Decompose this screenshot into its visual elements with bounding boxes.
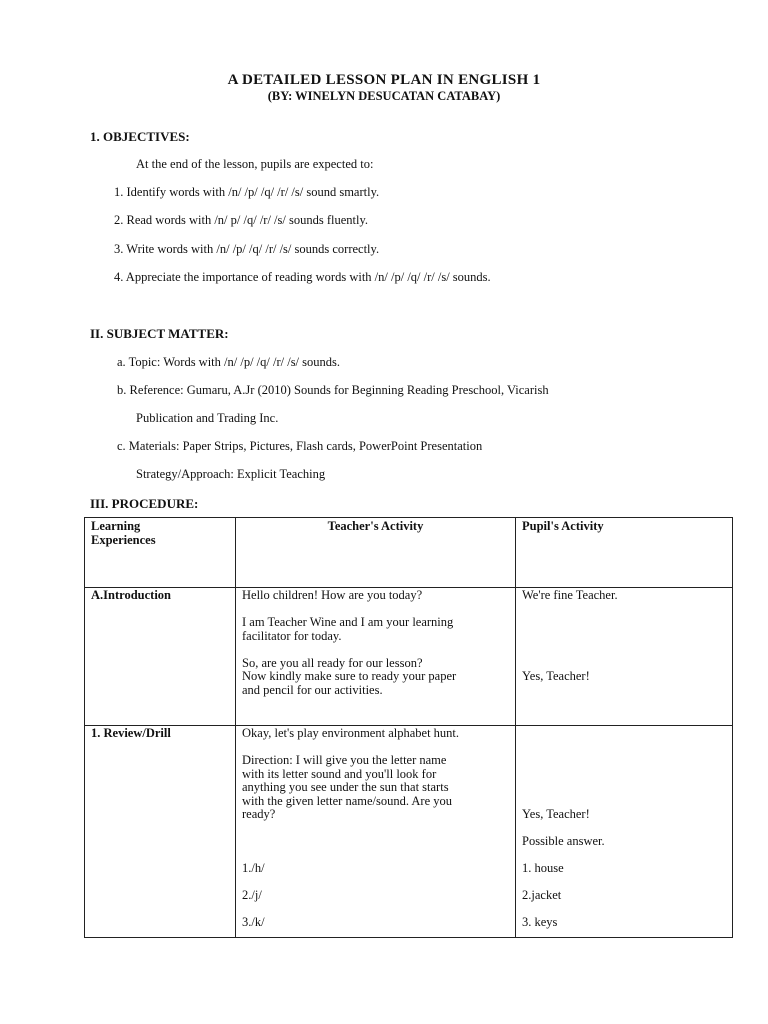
document-title: A DETAILED LESSON PLAN IN ENGLISH 1	[227, 72, 541, 88]
cell-spacer	[242, 822, 509, 836]
cell-line: with its letter sound and you'll look for	[242, 766, 437, 781]
cell-line: facilitator for today.	[242, 628, 342, 643]
cell-line: with the given letter name/sound. Are you	[242, 793, 453, 808]
cell-spacer	[242, 876, 509, 890]
teacher-cell	[236, 588, 516, 726]
table-row	[85, 588, 733, 726]
cell-spacer	[522, 754, 726, 768]
cell-line: So, are you all ready for our lesson?	[242, 655, 423, 670]
cell-line: I am Teacher Wine and I am your learning	[242, 615, 454, 629]
cell-line: 2.jacket	[522, 888, 562, 902]
subject-topic: a. Topic: Words with /n/ /p/ /q/ /r/ /s/ sounds.	[117, 355, 341, 369]
cell-line: ready?	[242, 807, 276, 821]
cell-line: We're fine Teacher.	[522, 588, 618, 602]
cell-spacer	[522, 727, 726, 741]
objective-item: 1. Identify words with /n/ /p/ /q/ /r/ /s/ sound smartly.	[114, 185, 380, 199]
cell-spacer	[522, 603, 726, 617]
cell-line	[242, 643, 509, 657]
subject-materials: c. Materials: Paper Strips, Pictures, Flash cards, PowerPoint Presentation	[117, 439, 483, 453]
subject-reference: b. Reference: Gumaru, A.Jr (2010) Sounds for Beginning Reading Preschool, Vicarish	[117, 383, 549, 397]
row-label: 1. Review/Drill	[85, 726, 236, 938]
cell-spacer	[242, 849, 509, 863]
cell-spacer	[522, 876, 726, 890]
objectives-intro: At the end of the lesson, pupils are expected to:	[136, 157, 374, 171]
cell-spacer	[522, 849, 726, 863]
cell-spacer	[522, 768, 726, 782]
table-row	[85, 726, 733, 938]
cell-line: 1. house	[522, 861, 564, 875]
objective-item: 2. Read words with /n/ p/ /q/ /r/ /s/ sounds fluently.	[114, 213, 369, 227]
cell-spacer	[522, 616, 726, 630]
subject-reference-cont: Publication and Trading Inc.	[136, 411, 279, 425]
cell-line: Okay, let's play environment alphabet hunt.	[242, 726, 460, 740]
row-label: A.Introduction	[85, 588, 236, 726]
subject-matter-heading: II. SUBJECT MATTER:	[90, 326, 229, 341]
cell-line: 3./k/	[242, 915, 265, 929]
cell-spacer	[522, 630, 726, 644]
header-pupils-activity: Pupil's Activity	[516, 518, 733, 588]
cell-spacer	[522, 741, 726, 755]
header-learning-experiences	[85, 518, 236, 588]
cell-line: 1./h/	[242, 861, 265, 875]
pupil-cell	[516, 726, 733, 938]
cell-spacer	[522, 657, 726, 671]
objectives-heading: 1. OBJECTIVES:	[90, 129, 190, 144]
cell-spacer	[242, 835, 509, 849]
procedure-table	[84, 517, 733, 938]
cell-line: Yes, Teacher!	[522, 807, 590, 821]
document-author: (BY: WINELYN DESUCATAN CATABAY)	[267, 89, 501, 103]
procedure-heading: III. PROCEDURE:	[90, 496, 199, 511]
cell-line: anything you see under the sun that starts	[242, 780, 449, 794]
cell-line: Possible answer.	[522, 834, 605, 848]
cell-line: 3. keys	[522, 915, 558, 929]
cell-spacer	[242, 903, 509, 917]
cell-line	[242, 603, 509, 617]
objective-item: 3. Write words with /n/ /p/ /q/ /r/ /s/ sounds correctly.	[114, 242, 380, 256]
table-header-row	[85, 518, 733, 588]
cell-line: 2./j/	[242, 888, 262, 902]
cell-spacer	[522, 643, 726, 657]
objective-item: 4. Appreciate the importance of reading words with /n/ /p/ /q/ /r/ /s/ sounds.	[114, 270, 491, 284]
teacher-cell	[236, 726, 516, 938]
cell-line: Hello children! How are you today?	[242, 588, 423, 602]
cell-line: Yes, Teacher!	[522, 669, 590, 683]
cell-line: Now kindly make sure to ready your paper	[242, 669, 457, 683]
cell-line: and pencil for our activities.	[242, 682, 383, 697]
header-line: Learning	[91, 519, 141, 533]
header-line: Experiences	[91, 532, 156, 547]
cell-line: Direction: I will give you the letter name	[242, 753, 447, 767]
pupil-cell	[516, 588, 733, 726]
subject-strategy: Strategy/Approach: Explicit Teaching	[136, 467, 326, 481]
cell-spacer	[522, 903, 726, 917]
cell-spacer	[522, 781, 726, 795]
header-teachers-activity: Teacher's Activity	[236, 518, 516, 588]
cell-spacer	[522, 822, 726, 836]
cell-spacer	[522, 795, 726, 809]
cell-spacer	[242, 741, 509, 755]
